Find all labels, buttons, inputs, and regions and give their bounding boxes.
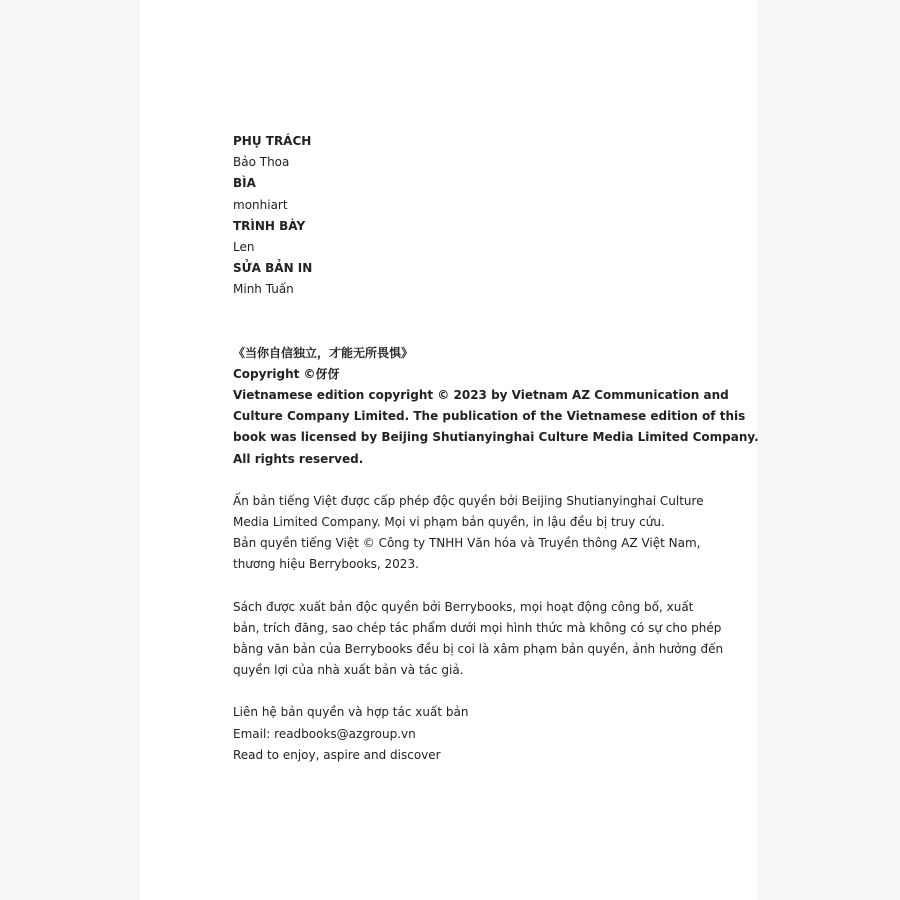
credit-role: SỬA BẢN IN: [233, 261, 313, 276]
contact-heading: Liên hệ bản quyền và hợp tác xuất bản: [233, 705, 469, 720]
credit-name: Bảo Thoa: [233, 155, 290, 170]
license-line: Bản quyền tiếng Việt © Công ty TNHH Văn hóa và Truyền thông AZ Việt Nam,: [233, 536, 701, 551]
original-title: 《当你自信独立，才能无所畏惧》: [233, 345, 414, 360]
copyright-line: book was licensed by Beijing Shutianyinghai Culture Media Limited Company.: [233, 430, 759, 445]
slogan: Read to enjoy, aspire and discover: [233, 747, 441, 762]
license-section: [233, 491, 704, 576]
credit-role: TRÌNH BÀY: [233, 218, 306, 233]
copyright-line: All rights reserved.: [233, 451, 364, 466]
book-page: [140, 0, 757, 900]
rights-section: [233, 597, 724, 682]
license-line: Media Limited Company. Mọi vi phạm bản quyền, in lậu đều bị truy cứu.: [233, 515, 665, 530]
contact-email: Email: readbooks@azgroup.vn: [233, 726, 416, 741]
license-line: thương hiệu Berrybooks, 2023.: [233, 557, 419, 572]
credit-role: PHỤ TRÁCH: [233, 134, 312, 148]
contact-section: [233, 702, 683, 766]
license-line: Ấn bản tiếng Việt được cấp phép độc quyền bởi Beijing Shutianyinghai Culture: [233, 493, 704, 508]
credit-name: Minh Tuấn: [233, 282, 294, 297]
copyright-line: Vietnamese edition copyright © 2023 by Vietnam AZ Communication and: [233, 388, 729, 403]
credits-section: [233, 131, 683, 301]
colophon-content: [233, 131, 759, 766]
rights-line: bản, trích đăng, sao chép tác phẩm dưới mọi hình thức mà không có sự cho phép: [233, 620, 722, 635]
copyright-line: Culture Company Limited. The publication of the Vietnamese edition of this: [233, 409, 746, 424]
credit-name: monhiart: [233, 197, 288, 212]
author-copyright: Copyright ©伢伢: [233, 366, 340, 381]
rights-line: Sách được xuất bản độc quyền bởi Berrybooks, mọi hoạt động công bố, xuất: [233, 599, 694, 614]
credit-name: Len: [233, 240, 255, 255]
credit-role: BÌA: [233, 176, 256, 191]
copyright-section: [233, 343, 759, 470]
rights-line: quyền lợi của nhà xuất bản và tác giả.: [233, 663, 464, 678]
rights-line: bằng văn bản của Berrybooks đều bị coi là xâm phạm bản quyền, ảnh hưởng đến: [233, 642, 724, 657]
